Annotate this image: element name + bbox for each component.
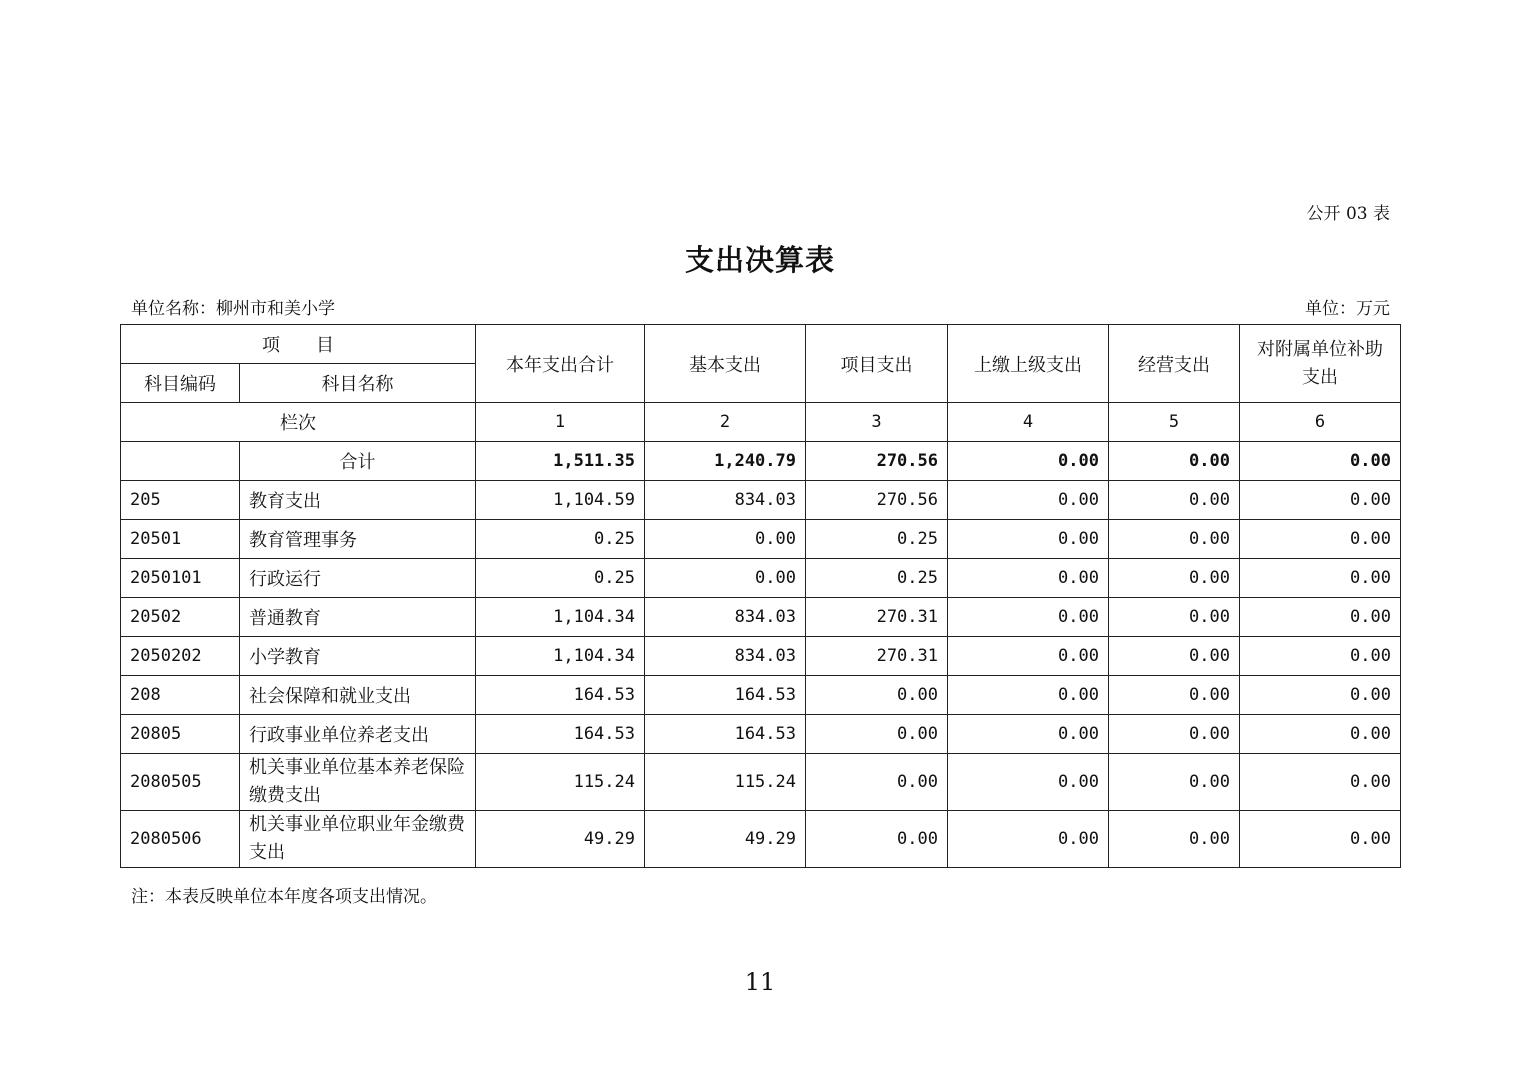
expenditure-table (120, 324, 1401, 868)
value-cell: 0.25 (806, 559, 948, 598)
value-cell: 0.00 (1240, 598, 1401, 637)
table-row (121, 754, 1401, 811)
column-index: 4 (948, 403, 1109, 442)
header-subsidy-affiliated: 对附属单位补助支出 (1240, 325, 1401, 403)
page-title: 支出决算表 (684, 243, 835, 277)
total-value: 1,240.79 (645, 442, 806, 481)
subject-code: 2080505 (121, 754, 240, 811)
total-row (121, 442, 1401, 481)
subject-name: 机关事业单位职业年金缴费支出 (240, 811, 476, 868)
value-cell: 0.00 (948, 598, 1109, 637)
value-cell: 0.00 (1109, 520, 1240, 559)
value-cell: 0.00 (948, 637, 1109, 676)
page-number: 11 (744, 968, 776, 996)
header-subject-name: 科目名称 (240, 364, 476, 403)
value-cell: 270.31 (806, 637, 948, 676)
value-cell: 0.00 (1240, 676, 1401, 715)
subject-name: 教育支出 (240, 481, 476, 520)
value-cell: 115.24 (645, 754, 806, 811)
total-code-cell (121, 442, 240, 481)
header-project-expenditure: 项目支出 (806, 325, 948, 403)
table-note: 注：本表反映单位本年度各项支出情况。 (131, 887, 437, 907)
value-cell: 834.03 (645, 481, 806, 520)
column-index: 1 (476, 403, 645, 442)
total-value: 0.00 (1240, 442, 1401, 481)
value-cell: 164.53 (476, 676, 645, 715)
header-subject-code: 科目编码 (121, 364, 240, 403)
value-cell: 49.29 (476, 811, 645, 868)
value-cell: 1,104.59 (476, 481, 645, 520)
value-cell: 0.00 (1109, 676, 1240, 715)
value-cell: 0.00 (948, 715, 1109, 754)
header-remit-superior: 上缴上级支出 (948, 325, 1109, 403)
subject-code: 205 (121, 481, 240, 520)
table-row (121, 715, 1401, 754)
subject-code: 2050101 (121, 559, 240, 598)
table-row (121, 559, 1401, 598)
subject-code: 20805 (121, 715, 240, 754)
value-cell: 0.00 (1240, 754, 1401, 811)
value-cell: 0.00 (1109, 559, 1240, 598)
table-row (121, 598, 1401, 637)
subject-code: 20501 (121, 520, 240, 559)
subject-name: 教育管理事务 (240, 520, 476, 559)
value-cell: 0.00 (948, 481, 1109, 520)
value-cell: 0.00 (948, 559, 1109, 598)
total-value: 270.56 (806, 442, 948, 481)
subject-name: 机关事业单位基本养老保险缴费支出 (240, 754, 476, 811)
subject-name: 普通教育 (240, 598, 476, 637)
value-cell: 0.00 (1240, 559, 1401, 598)
value-cell: 0.00 (1240, 715, 1401, 754)
subject-code: 2050202 (121, 637, 240, 676)
column-index: 5 (1109, 403, 1240, 442)
header-item: 项 目 (121, 325, 476, 364)
total-value: 0.00 (1109, 442, 1240, 481)
column-index: 2 (645, 403, 806, 442)
value-cell: 164.53 (476, 715, 645, 754)
total-value: 0.00 (948, 442, 1109, 481)
value-cell: 0.00 (1109, 715, 1240, 754)
subject-code: 2080506 (121, 811, 240, 868)
value-cell: 0.00 (1109, 637, 1240, 676)
value-cell: 0.00 (1240, 811, 1401, 868)
header-row-1 (121, 325, 1401, 364)
subject-code: 20502 (121, 598, 240, 637)
table-row (121, 520, 1401, 559)
value-cell: 834.03 (645, 637, 806, 676)
header-operating-expenditure: 经营支出 (1109, 325, 1240, 403)
total-label: 合计 (240, 442, 476, 481)
form-number: 公开 03 表 (1306, 204, 1390, 224)
value-cell: 1,104.34 (476, 598, 645, 637)
column-index: 6 (1240, 403, 1401, 442)
value-cell: 0.25 (806, 520, 948, 559)
value-cell: 0.00 (806, 811, 948, 868)
value-cell: 0.00 (645, 520, 806, 559)
unit-name-label: 单位名称：柳州市和美小学 (131, 299, 335, 319)
value-cell: 270.56 (806, 481, 948, 520)
value-cell: 0.00 (1109, 481, 1240, 520)
value-cell: 164.53 (645, 715, 806, 754)
value-cell: 0.00 (806, 715, 948, 754)
column-index-label: 栏次 (121, 403, 476, 442)
subject-name: 行政运行 (240, 559, 476, 598)
value-cell: 0.00 (948, 754, 1109, 811)
subject-name: 社会保障和就业支出 (240, 676, 476, 715)
subject-name: 行政事业单位养老支出 (240, 715, 476, 754)
value-cell: 49.29 (645, 811, 806, 868)
column-index: 3 (806, 403, 948, 442)
table-row (121, 481, 1401, 520)
value-cell: 0.00 (1240, 520, 1401, 559)
table-row (121, 811, 1401, 868)
value-cell: 0.00 (1109, 811, 1240, 868)
value-cell: 0.25 (476, 559, 645, 598)
value-cell: 0.00 (948, 520, 1109, 559)
value-cell: 270.31 (806, 598, 948, 637)
value-cell: 115.24 (476, 754, 645, 811)
currency-unit-label: 单位：万元 (1305, 299, 1390, 319)
subject-name: 小学教育 (240, 637, 476, 676)
table-row (121, 676, 1401, 715)
subject-code: 208 (121, 676, 240, 715)
value-cell: 164.53 (645, 676, 806, 715)
value-cell: 1,104.34 (476, 637, 645, 676)
value-cell: 0.25 (476, 520, 645, 559)
total-value: 1,511.35 (476, 442, 645, 481)
value-cell: 0.00 (948, 811, 1109, 868)
value-cell: 0.00 (806, 754, 948, 811)
value-cell: 0.00 (806, 676, 948, 715)
value-cell: 0.00 (1240, 481, 1401, 520)
value-cell: 0.00 (1109, 598, 1240, 637)
value-cell: 834.03 (645, 598, 806, 637)
value-cell: 0.00 (1240, 637, 1401, 676)
header-total-expenditure: 本年支出合计 (476, 325, 645, 403)
value-cell: 0.00 (1109, 754, 1240, 811)
table-row (121, 637, 1401, 676)
value-cell: 0.00 (645, 559, 806, 598)
value-cell: 0.00 (948, 676, 1109, 715)
header-basic-expenditure: 基本支出 (645, 325, 806, 403)
column-index-row (121, 403, 1401, 442)
